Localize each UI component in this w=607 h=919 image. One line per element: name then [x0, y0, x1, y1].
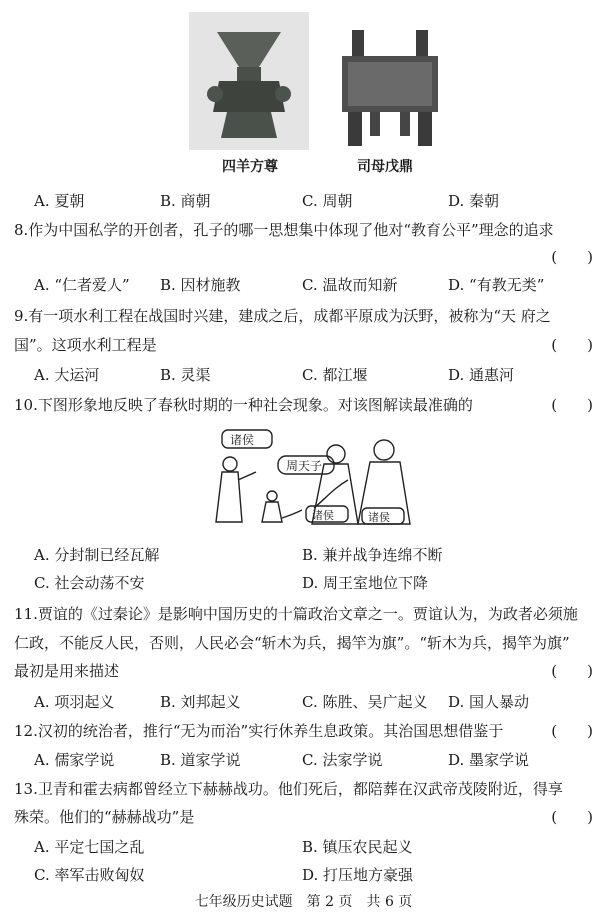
q13-option-c: C. 率军击败匈奴 — [34, 866, 145, 884]
q10-option-a: A. 分封制已经瓦解 — [34, 546, 160, 564]
q9-option-a: A. 大运河 — [34, 366, 100, 384]
page-footer: 七年级历史试题 第 2 页 共 6 页 — [194, 894, 413, 910]
vessel1-caption: 四羊方尊 — [222, 159, 278, 175]
q8-option-a: A. “仁者爱人” — [34, 276, 130, 294]
q9-answer-paren: ( ) — [551, 336, 593, 354]
q13-stem-line2: 殊荣。他们的“赫赫战功”是 — [14, 808, 195, 826]
q7-option-c: C. 周朝 — [302, 192, 353, 210]
q11-stem-line1: 11.贾谊的《过秦论》是影响中国历史的十篇政治文章之一。贾谊认为，为政者必须施 — [14, 605, 578, 623]
si-yang-fang-zun-photo — [189, 12, 309, 150]
q9-option-b: B. 灵渠 — [160, 366, 211, 384]
q12-option-b: B. 道家学说 — [160, 751, 241, 769]
q8-stem: 8.作为中国私学的开创者，孔子的哪一思想集中体现了他对“教育公平”理念的追求 — [14, 221, 554, 239]
q13-option-b: B. 镇压农民起义 — [302, 838, 413, 856]
q8-answer-paren: ( ) — [551, 248, 593, 266]
q7-option-d: D. 秦朝 — [448, 192, 500, 210]
q11-answer-paren: ( ) — [551, 662, 593, 680]
q13-answer-paren: ( ) — [551, 808, 593, 826]
q12-stem: 12.汉初的统治者，推行“无为而治”实行休养生息政策。其治国思想借鉴于 — [14, 722, 504, 740]
q9-option-d: D. 通惠河 — [448, 366, 515, 384]
q11-stem-line2: 仁政，不能反人民，否则，人民必会“斩木为兵，揭竿为旗”。“斩木为兵，揭竿为旗” — [14, 634, 570, 652]
q10-option-b: B. 兼并战争连绵不断 — [302, 546, 443, 564]
q9-option-c: C. 都江堰 — [302, 366, 368, 384]
q12-option-a: A. 儒家学说 — [34, 751, 115, 769]
q8-option-b: B. 因材施教 — [160, 276, 241, 294]
cartoon-label-zhuhou-2: 诸侯 — [312, 509, 334, 522]
q11-stem-line3: 最初是用来描述 — [14, 662, 120, 680]
q8-option-c: C. 温故而知新 — [302, 276, 398, 294]
vessel2-caption: 司母戊鼎 — [357, 159, 413, 175]
q11-option-d: D. 国人暴动 — [448, 693, 530, 711]
q13-option-d: D. 打压地方豪强 — [302, 866, 414, 884]
q11-option-b: B. 刘邦起义 — [160, 693, 241, 711]
q12-option-d: D. 墨家学说 — [448, 751, 530, 769]
q11-option-a: A. 项羽起义 — [34, 693, 115, 711]
q13-option-a: A. 平定七国之乱 — [34, 838, 145, 856]
si-mu-wu-ding-photo — [330, 12, 450, 150]
spring-autumn-cartoon — [208, 424, 414, 530]
q7-option-b: B. 商朝 — [160, 192, 211, 210]
q10-option-c: C. 社会动荡不安 — [34, 574, 145, 592]
q12-answer-paren: ( ) — [551, 722, 593, 740]
cartoon-label-zhoutianzi: 周天子 — [286, 459, 323, 473]
q9-stem-line2: 国”。这项水利工程是 — [14, 336, 157, 354]
cartoon-label-zhuhou-1: 诸侯 — [230, 433, 255, 447]
q9-stem-line1: 9.有一项水利工程在战国时兴建，建成之后，成都平原成为沃野，被称为“天 府之 — [14, 307, 551, 325]
q10-option-d: D. 周王室地位下降 — [302, 574, 429, 592]
q11-option-c: C. 陈胜、吴广起义 — [302, 693, 428, 711]
q12-option-c: C. 法家学说 — [302, 751, 383, 769]
q13-stem-line1: 13.卫青和霍去病都曾经立下赫赫战功。他们死后，都陪葬在汉武帝茂陵附近，得享 — [14, 780, 563, 798]
q7-option-a: A. 夏朝 — [34, 192, 85, 210]
q8-option-d: D. “有教无类” — [448, 276, 545, 294]
q10-answer-paren: ( ) — [551, 396, 593, 414]
cartoon-label-zhuhou-3: 诸侯 — [368, 511, 390, 524]
q10-stem: 10.下图形象地反映了春秋时期的一种社会现象。对该图解读最准确的 — [14, 396, 473, 414]
